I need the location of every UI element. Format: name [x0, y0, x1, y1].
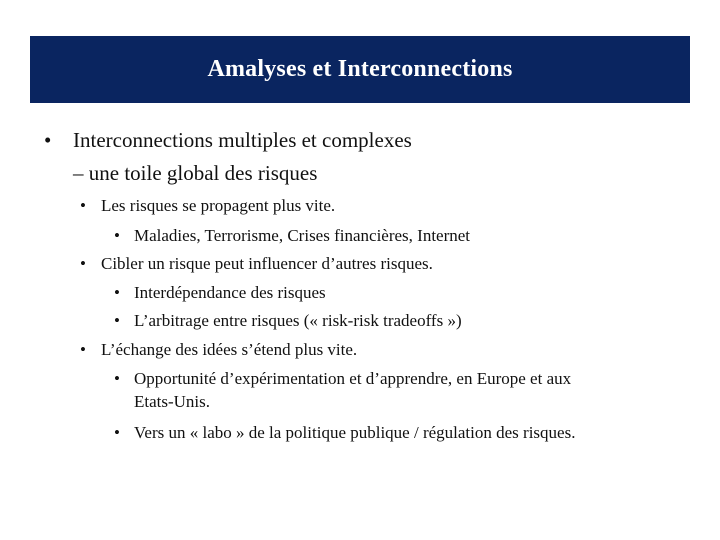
bullet-level3: •	[114, 369, 120, 388]
slide-title: Amalyses et Interconnections	[207, 56, 513, 82]
bullet-text-level1-continued: – une toile global des risques	[73, 161, 318, 185]
slide-title-bar	[30, 36, 690, 103]
bullet-text-level3: L’arbitrage entre risques (« risk-risk tradeoffs »)	[134, 311, 462, 330]
bullet-level2: •	[80, 340, 86, 359]
bullet-level2: •	[80, 196, 86, 215]
bullet-text-level3: Vers un « labo » de la politique publique / régulation des risques.	[134, 423, 576, 442]
bullet-level3: •	[114, 226, 120, 245]
bullet-text-level1: Interconnections multiples et complexes	[73, 128, 412, 152]
bullet-text-level3-continued: Etats-Unis.	[134, 392, 211, 411]
bullet-level3: •	[114, 423, 120, 442]
bullet-text-level2: Cibler un risque peut influencer d’autres risques.	[101, 254, 433, 273]
bullet-text-level2: Les risques se propagent plus vite.	[101, 196, 336, 215]
bullet-level3: •	[114, 311, 120, 330]
bullet-level2: •	[80, 254, 86, 273]
bullet-level1: •	[44, 128, 52, 152]
bullet-text-level3: Opportunité d’expérimentation et d’apprendre, en Europe et aux	[134, 369, 572, 388]
bullet-text-level3: Maladies, Terrorisme, Crises financières, Internet	[134, 226, 471, 245]
bullet-level3: •	[114, 283, 120, 302]
bullet-text-level3: Interdépendance des risques	[134, 283, 326, 302]
bullet-text-level2: L’échange des idées s’étend plus vite.	[101, 340, 358, 359]
